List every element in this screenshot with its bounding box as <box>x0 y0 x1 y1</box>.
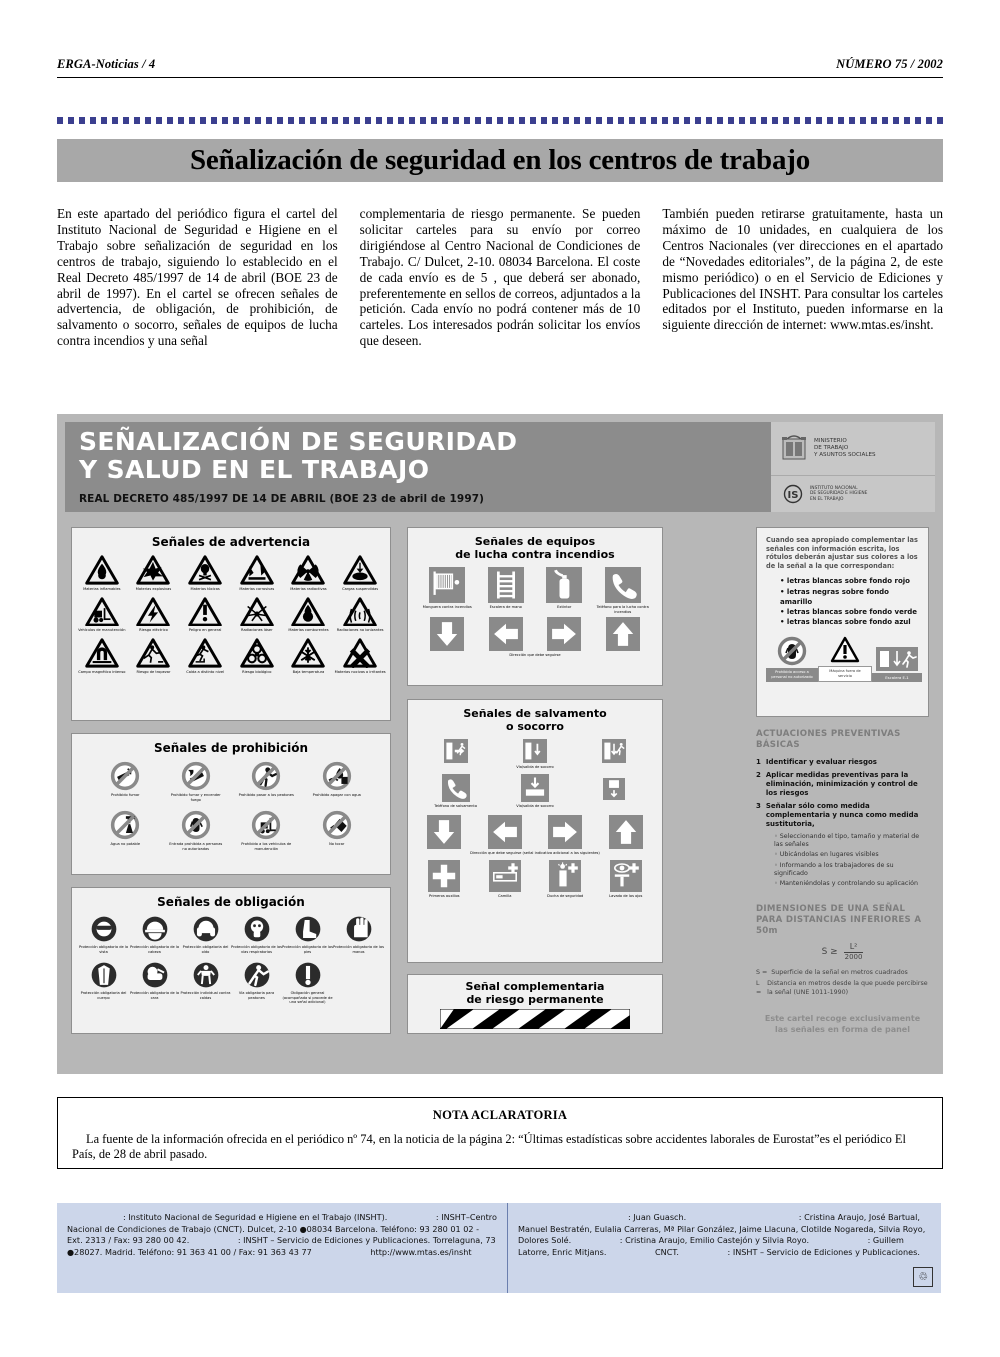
obligation-signs-panel <box>71 887 391 1034</box>
color-rule-1: • letras blancas sobre fondo rojo <box>780 577 910 586</box>
sign-cell <box>488 815 522 849</box>
sign-label: Camilla <box>498 893 512 898</box>
sign-label: Prohibido a los vehículos de manutención <box>241 842 292 851</box>
colophon-footer <box>57 1203 941 1293</box>
complementary-sign-panel <box>407 974 663 1034</box>
preventive-subitem-2: ◦ Ubicándolas en lugares visibles <box>774 851 879 859</box>
sign-cell <box>313 761 361 802</box>
sign-label: Protección obligatoria de las vías respiratorias <box>231 945 282 954</box>
sign-dimensions-panel <box>756 904 929 1035</box>
svg-text:IS: IS <box>787 490 799 501</box>
colophon-left-line-3: : INSHT – Servicio de Ediciones y Publicaciones. Torrelaguna, 73 ●28027. Madrid. Teléfono: 91 363 41 00 / Fax: 91 363 43 77 <box>67 1235 496 1257</box>
colophon-right-line-6: : INSHT – Servicio de Ediciones y Publicaciones. <box>727 1246 920 1257</box>
formula-denominator: 2000 <box>844 953 863 961</box>
recycle-icon: ♲ <box>913 1267 933 1287</box>
poster-header <box>65 422 935 512</box>
sign-cell <box>427 815 461 849</box>
exit-stairs-icon <box>876 647 918 671</box>
sign-cell <box>547 860 583 899</box>
respiratory-protection-icon <box>243 915 271 943</box>
sign-cell <box>78 961 129 1005</box>
color-rule-3: • letras blancas sobre fondo verde <box>780 607 918 616</box>
warning-signs-title: Señales de advertencia <box>151 535 311 549</box>
sign-label: Teléfono para la lucha contra incendios <box>596 605 649 614</box>
nonionizing-triangle-icon <box>343 597 377 627</box>
sign-cell <box>606 617 640 651</box>
sign-label: Extintor <box>557 605 572 609</box>
preventive-actions-panel <box>756 729 929 890</box>
sign-label: Caída a distinto nivel <box>186 669 225 674</box>
sign-label: Prohibido fumar y encender fuego <box>170 793 221 802</box>
sign-cell <box>78 915 129 954</box>
exit-narrow-icon <box>603 774 625 804</box>
sign-label: Materias corrosivas <box>239 586 275 591</box>
sign-cell <box>231 915 282 954</box>
sign-cell <box>547 617 581 651</box>
sign-cell <box>282 915 333 954</box>
fall-triangle-icon <box>188 638 222 668</box>
sign-cell <box>240 597 274 634</box>
sign-cell <box>594 567 652 614</box>
sign-label: Materias comburentes <box>288 628 329 633</box>
ministry-line-2: DE TRABAJO <box>814 445 849 451</box>
sign-cell <box>240 638 274 675</box>
sign-cell <box>180 915 231 954</box>
example-sign-stairs <box>872 647 922 682</box>
sign-label: Baja temperatura <box>292 669 325 674</box>
face-protection-icon <box>141 961 169 989</box>
poster-subtitle: REAL DECRETO 485/1997 DE 14 DE ABRIL (BOE 23 de abril de 1997) <box>79 493 485 505</box>
firefighting-title-line2: de lucha contra incendios <box>455 548 615 561</box>
exit-hatch-icon <box>520 774 550 802</box>
sign-cell <box>423 567 472 614</box>
exit-down-icon <box>515 739 555 763</box>
sign-cell <box>342 555 378 592</box>
colophon-left-line-2: : INSHT–Centro Nacional de Condiciones de Trabajo (CNCT). Dulcet, 2-10 ●08034 Barcelona. Teléfono: 93 280 01 02 - Ext. 2313 / Fax: 93 280 00 42. <box>67 1212 497 1246</box>
sign-label: Protección obligatoria de la cara <box>129 991 180 1000</box>
oxidizer-triangle-icon <box>291 597 325 627</box>
masthead-right: NÚMERO 75 / 2002 <box>836 57 943 71</box>
eye-protection-icon <box>90 915 118 943</box>
dotted-divider <box>57 117 943 124</box>
sign-label: Prohibido apagar con agua <box>312 793 361 797</box>
example-sign-no-access <box>766 636 818 681</box>
arrow-left-icon <box>488 815 522 849</box>
sign-cell <box>335 638 386 675</box>
sign-cell <box>188 555 222 592</box>
stretcher-icon <box>489 860 521 892</box>
sign-cell <box>110 761 140 802</box>
emergency-phone-icon <box>605 567 641 603</box>
sign-cell <box>129 961 180 1005</box>
intro-column-2: complementaria de riesgo permanente. Se pueden solicitar carteles para su envío por correo dirigiéndose al Centro Nacional de Condiciones de Trabajo. C/ Dulcet, 2-10. 08034 Barcelona. El coste de cada envío es de 5 , que deberá ser abonado, preferentemente en sellos de correos, adjuntados a la petición. Cada envío no podrá contener más de 10 carteles. Los interesados podrán solicitar los envíos que deseen. <box>359 206 641 349</box>
arrow-up-icon <box>606 617 640 651</box>
exclamation-triangle-icon <box>188 597 222 627</box>
sign-label: Riesgo de tropezar <box>136 669 171 674</box>
sign-cell <box>515 739 555 770</box>
colophon-right-line-2: : Cristina Araujo, José Bartual, Manuel Bestratén, Eulalia Carreras, Mª Pilar González, Jaime Llacuna, Clotilde Nogareda, Silvia Royo, Dolores Solé. <box>518 1212 926 1246</box>
colophon-right-line-5: CNCT. <box>655 1246 679 1257</box>
warning-signs-panel <box>71 527 391 721</box>
sign-label: Vía/salida de socorro <box>516 765 554 769</box>
sign-cell <box>136 638 170 675</box>
exit-right-icon <box>594 739 634 763</box>
sign-cell <box>603 774 625 809</box>
sign-label: Obligación general (acompañada si procede de una señal adicional) <box>282 991 333 1005</box>
arrow-down-icon <box>427 815 461 849</box>
sign-cell <box>548 815 582 849</box>
insht-line-2: DE SEGURIDAD E HIGIENE <box>810 491 868 497</box>
sign-label: Campo magnético intenso <box>78 669 126 674</box>
foot-protection-icon <box>294 915 322 943</box>
example-label-no-access: Prohibido acceso a personal no autorizado <box>766 668 818 681</box>
ministry-logo-block <box>771 422 935 476</box>
sign-cell <box>78 638 125 675</box>
body-protection-icon <box>90 961 118 989</box>
fall-harness-icon <box>192 961 220 989</box>
complementary-title-line2: de riesgo permanente <box>466 993 604 1006</box>
no-smoking-icon <box>110 761 140 791</box>
preventive-subitem-4: ◦ Manteniéndolas y controlando su aplicación <box>774 880 918 888</box>
trip-triangle-icon <box>136 638 170 668</box>
harmful-triangle-icon <box>343 638 377 668</box>
safety-shower-icon <box>549 860 581 892</box>
eye-wash-icon <box>610 860 642 892</box>
sign-label: Ducha de seguridad <box>547 893 584 898</box>
sign-cell <box>333 915 384 954</box>
sign-label: Manguera contra incendios <box>422 605 472 609</box>
clarification-note-body: La fuente de la información ofrecida en el periódico nº 74, en la noticia de la página 2: “Últimas estadísticas sobre accidentes laborales de Eurostat”es el periódico El País, de 28 de abril pasado. <box>72 1132 906 1161</box>
sign-label: Prohibido fumar <box>110 793 140 797</box>
sign-label: Peligro en general <box>188 628 222 633</box>
obligation-signs-title: Señales de obligación <box>157 895 305 909</box>
firefighting-arrow-caption: Dirección que debe seguirse <box>509 653 561 658</box>
ear-protection-icon <box>192 915 220 943</box>
insht-logo-block <box>771 476 935 512</box>
do-not-touch-icon <box>322 810 352 840</box>
dimensions-title-line1: DIMENSIONES DE UNA SEÑAL <box>756 904 906 914</box>
exit-left-icon <box>436 739 476 763</box>
preventive-subitem-1: ◦ Seleccionando el tipo, tamaño y material de las señales <box>774 833 920 849</box>
sign-label: Teléfono de salvamento <box>434 803 478 808</box>
suspended-load-triangle-icon <box>343 555 377 585</box>
sign-label: Vía obligatoria para peatones <box>238 991 275 1000</box>
corrosive-triangle-icon <box>240 555 274 585</box>
intro-column-3: También pueden retirarse gratuitamente, hasta un máximo de 10 unidades, en cualquiera de los Centros Nacionales (ver direcciones en el apartado de “Novedades editoriales”, de la página 2, de este mismo periódico) o en el Servicio de Ediciones y Publicaciones del INSHT. Para consultar los carteles editados por el Instituto, pueden informarse en la siguiente dirección de internet: www.mtas.es/insht. <box>662 206 944 333</box>
prohibition-signs-title: Señales de prohibición <box>153 741 309 755</box>
complementary-title-line1: Señal complementaria <box>465 980 605 993</box>
no-handling-vehicles-icon <box>251 810 281 840</box>
masthead-rule <box>57 77 943 78</box>
sign-cell <box>188 597 222 634</box>
insht-website-link[interactable]: http://www.mtas.es/insht <box>370 1246 472 1257</box>
lowtemp-triangle-icon <box>291 638 325 668</box>
explosion-triangle-icon <box>136 555 170 585</box>
safety-signage-poster <box>57 414 943 1074</box>
sign-label: Materias inflamables <box>83 586 121 591</box>
sign-cell <box>239 555 274 592</box>
sign-cell <box>186 638 224 675</box>
intro-columns <box>57 206 943 349</box>
preventive-title-line1: ACTUACIONES PREVENTIVAS <box>756 729 901 739</box>
arrow-right-icon <box>548 815 582 849</box>
sign-cell <box>290 555 326 592</box>
rescue-title-line1: Señales de salvamento <box>463 707 607 720</box>
insht-logo-icon <box>783 484 803 504</box>
head-protection-icon <box>141 915 169 943</box>
colophon-right-line-1: : Juan Guasch. <box>628 1212 687 1222</box>
rescue-arrow-caption: Dirección que debe seguirse (señal indicativa adicional a las siguientes) <box>470 851 600 856</box>
sign-label: Protección obligatoria de la cabeza <box>129 945 180 954</box>
no-open-flame-icon <box>181 761 211 791</box>
sign-cell <box>546 567 582 614</box>
firefighting-signs-panel <box>407 527 663 686</box>
sign-colors-panel <box>756 527 929 717</box>
sign-cell <box>489 617 523 651</box>
sign-label: Riesgo eléctrico <box>139 628 168 633</box>
sign-label: Protección individual contra caídas <box>180 991 231 1000</box>
sign-label: Protección obligatoria de la vista <box>78 945 129 954</box>
sign-cell <box>436 739 476 770</box>
sign-label: Vehículos de manutención <box>78 628 126 633</box>
sign-cell <box>434 774 477 809</box>
sign-label: Protección obligatoria del cuerpo <box>80 991 127 1000</box>
sign-colors-intro: Cuando sea apropiado complementar las señales con información escrita, los rótulos deberán ajustar sus colores a los de la señal a la que correspondan: <box>766 536 918 570</box>
sign-cell <box>288 597 328 634</box>
forklift-triangle-icon <box>85 597 119 627</box>
sign-label: Primeros auxilios <box>428 893 460 898</box>
prohibition-signs-panel <box>71 733 391 875</box>
sign-cell <box>594 739 634 770</box>
hazard-stripes-icon <box>440 1009 630 1029</box>
poster-title-line1: SEÑALIZACIÓN DE SEGURIDAD <box>79 427 518 456</box>
fire-extinguisher-icon <box>546 567 582 603</box>
color-rule-4: • letras blancas sobre fondo azul <box>780 618 911 627</box>
sign-label: Radiaciones no ionizantes <box>336 628 384 633</box>
example-label-machine: Máquina fuera de servicio <box>818 666 872 681</box>
page-title: Señalización de seguridad en los centros de trabajo <box>189 144 810 176</box>
sign-label: Escalera de mano <box>489 605 522 609</box>
sign-label: Protección obligatoria del oído <box>182 945 229 954</box>
sign-label: Cargas suspendidas <box>342 586 379 591</box>
magnet-triangle-icon <box>85 638 119 668</box>
sign-cell <box>136 555 171 592</box>
arrow-left-icon <box>489 617 523 651</box>
colophon-right-line-3: : Cristina Araujo, Emilio Castejón y Silvia Royo. <box>619 1235 810 1246</box>
poster-title-line2: Y SALUD EN EL TRABAJO <box>79 455 430 484</box>
sign-cell <box>239 761 294 802</box>
sign-cell <box>291 638 325 675</box>
sign-cell <box>180 961 231 1005</box>
colophon-right-line-4: : Guillem Latorre, Enric Mitjans. <box>518 1235 904 1257</box>
poster-closing-note <box>756 1013 929 1035</box>
example-sign-machine-out-of-service <box>818 636 872 681</box>
sign-label: Vía/salida de socorro <box>516 803 554 808</box>
preventive-action-1: 1 Identificar y evaluar riesgos <box>756 758 877 766</box>
dimensions-title <box>756 904 929 937</box>
intro-column-1: En este apartado del periódico figura el cartel del Instituto Nacional de Seguridad e Higiene en el Trabajo sobre señalización de seguridad en los centros de trabajo, siguiendo lo establecido en el Real Decreto 485/1997 de 14 de abril (BOE 23 de abril de 1997). En el cartel se ofrecen señales de advertencia, de obligación, de prohibición, de salvamento o socorro, señales de equipos de lucha contra incendios y una señal <box>57 206 338 349</box>
first-aid-icon <box>428 860 460 892</box>
sign-label: Materias nocivas o irritantes <box>334 669 386 674</box>
colophon-left-line-1: : Instituto Nacional de Seguridad e Higiene en el Trabajo (INSHT). <box>123 1212 388 1222</box>
flame-triangle-icon <box>85 555 119 585</box>
preventive-title-line2: BÁSICAS <box>756 740 800 750</box>
sign-cell <box>167 810 225 851</box>
sign-cell <box>516 774 553 809</box>
sign-label: Entrada prohibida a personas no autorizadas <box>169 842 223 851</box>
firefighting-title-line1: Señales de equipos <box>474 535 596 548</box>
formula-numerator: L² <box>844 943 864 953</box>
sign-cell <box>129 915 180 954</box>
ministry-line-1: MINISTERIO <box>814 438 847 444</box>
color-rule-2: • letras negras sobre fondo amarillo <box>780 587 889 606</box>
colophon-right-column <box>508 1203 941 1293</box>
article-headline-bar <box>57 139 943 182</box>
sign-cell <box>237 810 295 851</box>
complementary-sign-title <box>408 980 662 1006</box>
sign-cell <box>322 810 352 851</box>
preventive-action-3: 3 Señalar sólo como medida complementaria y nunca como medida sustitutoria, <box>756 802 919 828</box>
ladder-icon <box>488 567 524 603</box>
sign-label: No tocar <box>329 842 345 847</box>
firefighting-signs-title <box>408 535 662 561</box>
colophon-left-column <box>57 1203 508 1293</box>
no-entry-persons-icon <box>181 810 211 840</box>
general-obligation-icon <box>294 961 322 989</box>
dimensions-def-s: S = Superficie de la señal en metros cuadrados <box>756 969 908 976</box>
rescue-phone-icon <box>442 774 470 802</box>
biohazard-triangle-icon <box>240 638 274 668</box>
pedestrian-path-icon <box>243 961 271 989</box>
sign-cell <box>110 810 140 851</box>
clarification-note-box <box>57 1097 943 1169</box>
insht-line-3: EN EL TRABAJO <box>810 496 844 502</box>
arrow-right-icon <box>547 617 581 651</box>
masthead <box>57 57 943 72</box>
sign-cell <box>231 961 282 1005</box>
sign-cell <box>167 761 225 802</box>
formula-left: S ≥ <box>821 947 838 957</box>
closing-line1: Este cartel recoge exclusivamente <box>764 1014 921 1024</box>
rescue-signs-panel <box>407 699 663 963</box>
sign-label: Materias radiactivas <box>290 586 327 591</box>
no-pedestrians-icon <box>251 761 281 791</box>
sign-label: Materias explosivas <box>135 586 172 591</box>
fire-hose-icon <box>429 567 465 603</box>
spain-coat-of-arms-icon <box>781 433 807 465</box>
sign-cell <box>428 860 460 899</box>
sign-label: Prohibido pasar a los peatones <box>238 793 294 797</box>
ministry-line-3: Y ASUNTOS SOCIALES <box>814 452 876 458</box>
rescue-signs-title <box>408 707 662 733</box>
sign-cell <box>136 597 170 634</box>
hand-protection-icon <box>345 915 373 943</box>
sign-cell <box>489 860 521 899</box>
sign-label: Riesgo biológico <box>242 669 272 674</box>
not-drinking-water-icon <box>110 810 140 840</box>
dimensions-formula <box>756 943 929 961</box>
sign-label: Protección obligatoria de los pies <box>282 945 333 954</box>
sign-cell <box>609 815 643 849</box>
sign-cell <box>609 860 642 899</box>
sign-label: Materias tóxicas <box>190 586 220 591</box>
radioactive-triangle-icon <box>291 555 325 585</box>
arrow-down-icon <box>430 617 464 651</box>
sign-label: Lavado de los ojos <box>609 893 643 898</box>
rescue-title-line2: o socorro <box>506 720 564 733</box>
preventive-actions-title <box>756 729 929 751</box>
warning-exclamation-icon <box>830 636 860 664</box>
laser-triangle-icon <box>240 597 274 627</box>
masthead-left: ERGA-Noticias / 4 <box>57 57 156 71</box>
no-access-hand-icon <box>777 636 807 666</box>
skull-triangle-icon <box>188 555 222 585</box>
sign-cell <box>282 961 333 1005</box>
no-water-extinguish-icon <box>322 761 352 791</box>
arrow-up-icon <box>609 815 643 849</box>
sign-label: Agua no potable <box>110 842 141 847</box>
sign-cell <box>337 597 384 634</box>
insht-line-1: INSTITUTO NACIONAL <box>810 485 858 491</box>
electricity-triangle-icon <box>136 597 170 627</box>
preventive-action-2: 2 Aplicar medidas preventivas para la eliminación, minimización y control de los riesgos <box>756 771 918 797</box>
dimensions-title-line2: PARA DISTANCIAS INFERIORES A 50m <box>756 915 922 936</box>
sign-cell <box>488 567 524 614</box>
preventive-subitem-3: ◦ Informando a los trabajadores de su significado <box>774 861 894 877</box>
sign-cell <box>83 555 120 592</box>
dimensions-def-l: L = Distancia en metros desde la que puede percibirse la señal (UNE 1011-1990) <box>756 980 928 996</box>
closing-line2: las señales en forma de panel <box>775 1025 910 1035</box>
sign-label: Radiaciones láser <box>241 628 273 633</box>
example-label-stairs: Escalera E-1 <box>872 673 922 682</box>
clarification-note-title: NOTA ACLARATORIA <box>432 1108 568 1122</box>
sign-cell <box>430 617 464 651</box>
sign-cell <box>78 597 125 634</box>
sign-label: Protección obligatoria de las manos <box>333 945 384 954</box>
